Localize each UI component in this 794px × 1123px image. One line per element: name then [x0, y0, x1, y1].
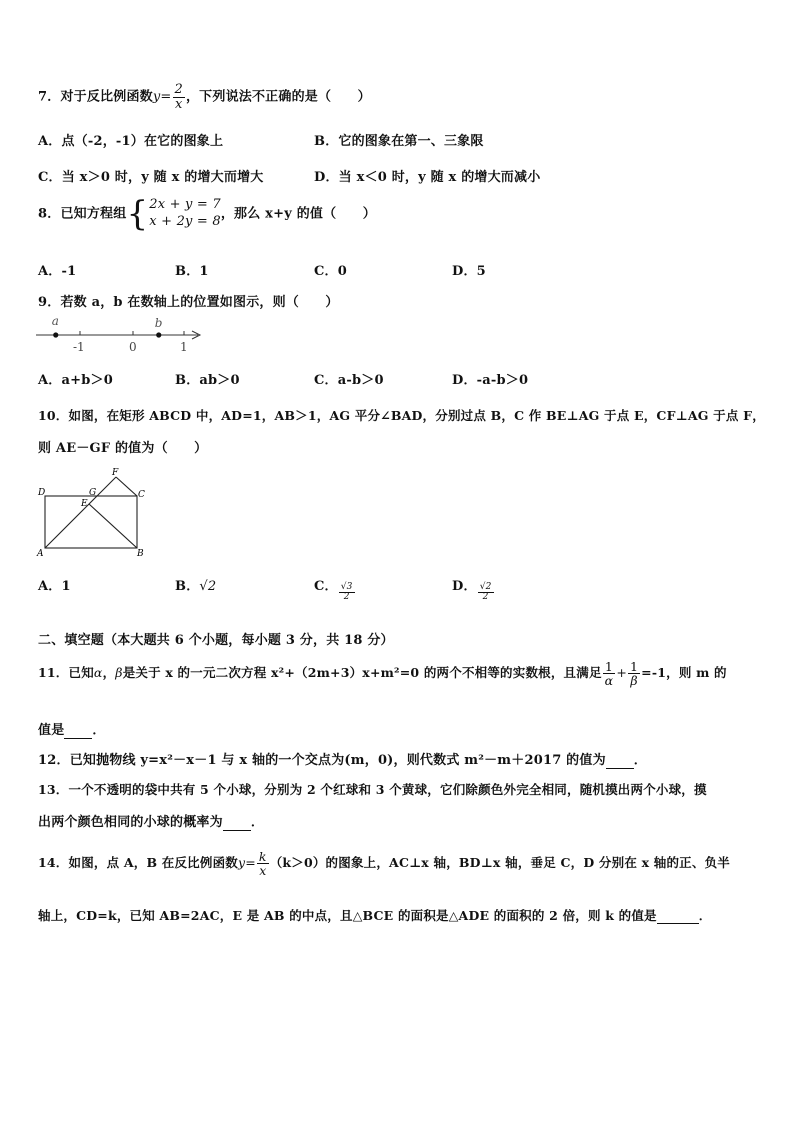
q10-label-g: G [89, 488, 97, 498]
q7-fraction [173, 83, 185, 111]
q11-f2-den: β [630, 673, 638, 689]
q10-option-b [175, 575, 216, 594]
q10-option-d-fraction [478, 583, 494, 603]
q14-answer-blank[interactable] [657, 908, 699, 924]
q10-option-c [314, 575, 356, 603]
q10-stem-line2: 则 AE－GF 的值为（ ） [38, 441, 208, 456]
q8-option-b: B．1 [175, 264, 209, 279]
q10-stem-line1: 10．如图，在矩形 ABCD 中，AD=1，AB＞1，AG 平分∠BAD，分别过点 B，C 作 BE⊥AG 于点 E，CF⊥AG 于点 F， [38, 408, 765, 423]
q12-period: ． [633, 753, 647, 768]
q9-option-a: A．a+b＞0 [38, 373, 113, 388]
q13-line2-text: 出两个颜色相同的小球的概率为 [38, 815, 223, 830]
q11-part4: =-1，则 m 的 [641, 665, 727, 681]
q11-part2: ， [102, 665, 116, 681]
q11-line2-text: 值是 [38, 723, 65, 738]
q8-equation-system [126, 194, 221, 234]
q11-part1: 11．已知 [38, 665, 94, 681]
q14-frac-den: x [259, 863, 267, 879]
q8-stem-pre: 8．已知方程组 [38, 206, 127, 222]
q8-stem-post: ，那么 x+y 的值（ ） [220, 206, 376, 222]
q8-option-d: D．5 [452, 264, 486, 279]
q10-option-d-label: D． [452, 579, 477, 594]
q11-period: ． [92, 723, 106, 738]
q12-text: 12．已知抛物线 y=x²－x－1 与 x 轴的一个交点为(m，0)，则代数式 m²－m＋2017 的值为 [38, 753, 606, 768]
q10-label-e: E [81, 499, 88, 509]
q9-tick-label-1: 1 [180, 340, 188, 354]
q11-beta: β [115, 665, 123, 681]
q14-part2: （k＞0）的图象上，AC⊥x 轴，BD⊥x 轴，垂足 C，D 分别在 x 轴的正、负半 [269, 855, 730, 871]
q10-option-d [452, 575, 495, 603]
q11-fraction-1 [603, 660, 616, 687]
q8-brace: { [126, 194, 149, 234]
q8-eq2: x + 2y = 8 [149, 214, 221, 229]
q10-option-c-fraction [339, 583, 355, 603]
q8-eq1: 2x + y = 7 [149, 197, 221, 213]
q7-y: y [152, 89, 161, 105]
q10-label-f: F [112, 468, 119, 478]
q8-option-a: A．-1 [38, 264, 77, 279]
q7-option-c: C．当 x＞0 时，y 随 x 的增大而增大 [38, 170, 264, 185]
q11-fraction-2 [628, 660, 640, 687]
q10-segment-gf [97, 477, 116, 496]
q9-tick-label-0: 0 [129, 340, 137, 354]
q9-point-a [53, 332, 58, 337]
q14-stem [38, 850, 730, 877]
q9-tick-label-m1: -1 [73, 340, 85, 354]
q10-option-d-den: 2 [482, 592, 489, 603]
q10-rectangle [45, 496, 137, 548]
q8-stem [38, 194, 376, 234]
q14-part1: 14．如图，点 A，B 在反比例函数 [38, 855, 238, 871]
q14-frac-num: k [258, 849, 267, 864]
q14-line2 [38, 906, 711, 924]
q7-stem-pre: 7．对于反比例函数 [38, 89, 153, 105]
q13-line1: 13．一个不透明的袋中共有 5 个小球，分别为 2 个红球和 3 个黄球，它们除颜色外完全相同，随机摸出两个小球，摸 [38, 782, 707, 797]
q9-option-b: B．ab＞0 [175, 373, 240, 388]
q14-period: ． [698, 908, 712, 923]
q11-part3: 是关于 x 的一元二次方程 x²+（2m+3）x+m²=0 的两个不相等的实数根，且满足 [122, 665, 602, 681]
q11-plus: + [616, 665, 628, 681]
q7-stem-post: ，下列说法不正确的是（ ） [185, 89, 371, 105]
q10-option-c-label: C． [314, 579, 338, 594]
q9-label-a: a [51, 314, 59, 328]
q10-rectangle-figure [34, 464, 154, 559]
q13-answer-blank[interactable] [223, 815, 251, 831]
q11-answer-blank[interactable] [64, 723, 92, 739]
q11-line2 [38, 719, 106, 739]
q10-segment-cf [116, 477, 137, 496]
q14-y: y [237, 855, 246, 871]
q9-option-c: C．a-b＞0 [314, 373, 384, 388]
q7-option-d: D．当 x＜0 时，y 随 x 的增大而减小 [314, 170, 541, 185]
q10-option-b-label: B． [175, 579, 200, 594]
q11-f2-num: 1 [630, 659, 639, 674]
q9-point-b [156, 332, 161, 337]
q10-option-c-num: √3 [340, 582, 353, 592]
q7-eq: = [160, 89, 172, 105]
q14-line2-text: 轴上，CD=k，已知 AB=2AC，E 是 AB 的中点，且△BCE 的面积是△ADE 的面积的 2 倍，则 k 的值是 [38, 908, 657, 923]
q12-stem [38, 749, 647, 769]
q11-alpha: α [93, 665, 103, 681]
q7-option-a: A．点（-2，-1）在它的图象上 [38, 134, 224, 149]
q10-option-c-den: 2 [343, 592, 350, 603]
q10-option-a: A．1 [38, 579, 71, 594]
q11-f1-num: 1 [604, 659, 614, 674]
q9-stem: 9．若数 a，b 在数轴上的位置如图示，则（ ） [38, 295, 339, 310]
q9-label-b: b [154, 316, 163, 330]
q9-option-d: D．-a-b＞0 [452, 373, 529, 388]
q10-option-d-num: √2 [479, 582, 492, 592]
q10-option-b-value: √2 [199, 579, 217, 594]
q9-number-line [30, 312, 210, 356]
q10-label-a: A [37, 549, 44, 559]
q14-eq: = [245, 855, 256, 871]
q10-label-b: B [137, 549, 144, 559]
q14-fraction [257, 850, 269, 877]
q13-period: ． [250, 815, 265, 830]
q7-frac-num: 2 [174, 82, 183, 97]
q12-answer-blank[interactable] [606, 753, 634, 769]
q10-segment-be [89, 504, 137, 548]
q7-frac-den: x [174, 96, 183, 112]
q11-f1-den: α [604, 673, 614, 689]
q13-line2 [38, 811, 264, 831]
q10-label-c: C [138, 490, 145, 500]
q8-option-c: C．0 [314, 264, 347, 279]
q7-option-b: B．它的图象在第一、三象限 [314, 134, 484, 149]
q10-label-d: D [38, 488, 46, 498]
q11-stem [38, 660, 727, 687]
q7-stem [38, 83, 371, 111]
section-2-heading: 二、填空题（本大题共 6 个小题，每小题 3 分，共 18 分） [38, 633, 394, 648]
